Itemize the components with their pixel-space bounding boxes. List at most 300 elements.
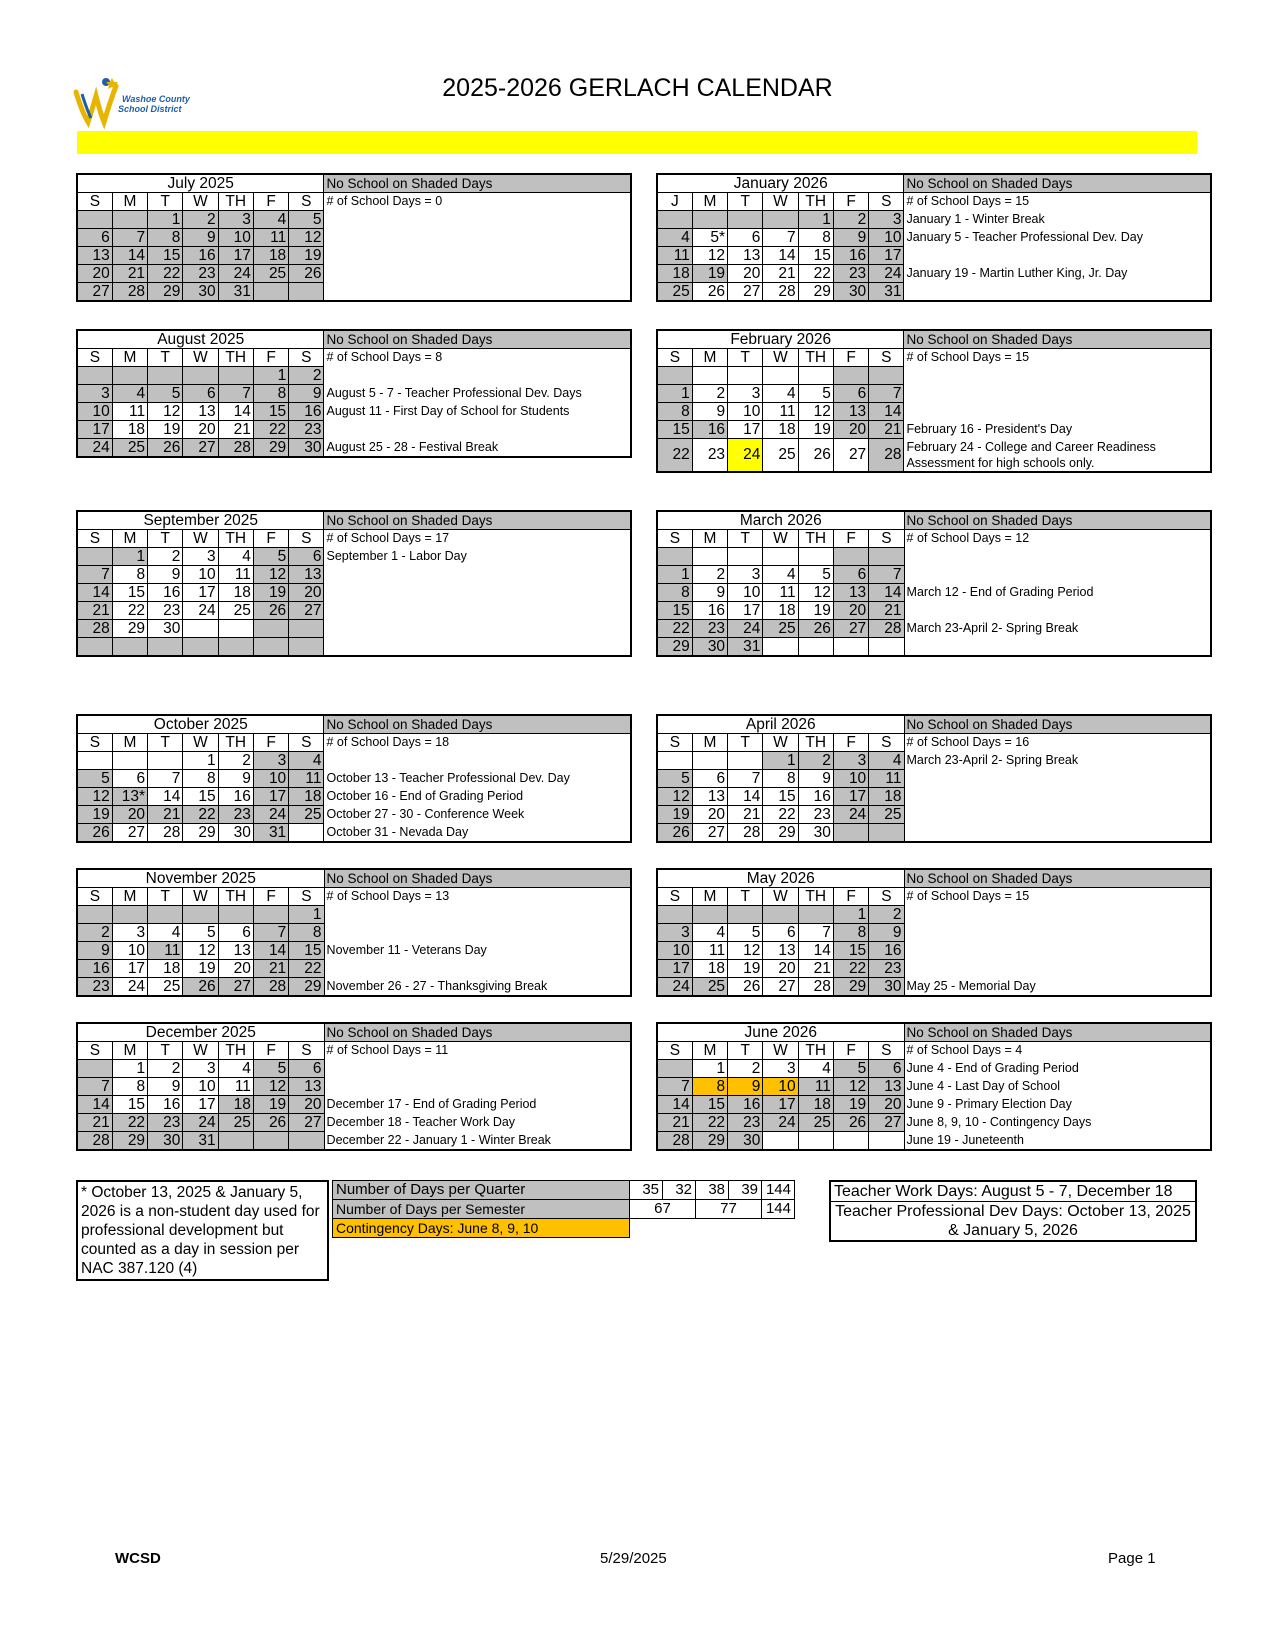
day-cell: 3 bbox=[657, 924, 692, 942]
school-days-count: # of School Days = 11 bbox=[324, 1042, 631, 1060]
day-cell: 18 bbox=[798, 1096, 833, 1114]
day-cell: 22 bbox=[833, 960, 868, 978]
calendar-note bbox=[324, 584, 631, 602]
day-header: M bbox=[692, 530, 727, 548]
day-cell: 3 bbox=[183, 548, 218, 566]
day-cell: 27 bbox=[218, 978, 253, 997]
day-header: F bbox=[833, 193, 868, 211]
day-header: TH bbox=[798, 349, 833, 367]
day-cell: 18 bbox=[218, 584, 253, 602]
day-cell: 25 bbox=[798, 1114, 833, 1132]
day-cell: 5 bbox=[798, 385, 833, 403]
day-cell: 10 bbox=[763, 1078, 798, 1096]
day-cell bbox=[218, 638, 253, 657]
day-cell: 24 bbox=[183, 602, 218, 620]
no-school-header: No School on Shaded Days bbox=[324, 869, 631, 888]
day-cell bbox=[798, 1132, 833, 1151]
day-cell: 22 bbox=[657, 620, 692, 638]
day-cell: 6 bbox=[692, 770, 727, 788]
no-school-header: No School on Shaded Days bbox=[904, 330, 1211, 349]
day-cell: 13 bbox=[77, 247, 112, 265]
day-cell: 4 bbox=[692, 924, 727, 942]
day-header: S bbox=[869, 349, 904, 367]
day-cell: 27 bbox=[289, 602, 324, 620]
month-name: July 2025 bbox=[77, 174, 324, 193]
school-days-count: # of School Days = 15 bbox=[904, 193, 1211, 211]
day-cell: 28 bbox=[798, 978, 833, 997]
day-header: W bbox=[183, 349, 218, 367]
day-cell: 25 bbox=[218, 1114, 253, 1132]
day-cell: 5 bbox=[657, 770, 692, 788]
day-cell: 1 bbox=[798, 211, 833, 229]
calendar-note bbox=[324, 906, 631, 924]
calendar-note bbox=[324, 752, 631, 770]
day-cell bbox=[77, 638, 112, 657]
day-cell: 14 bbox=[798, 942, 833, 960]
month-table bbox=[656, 329, 1212, 473]
calendar-note: January 1 - Winter Break bbox=[904, 211, 1211, 229]
day-cell: 10 bbox=[657, 942, 692, 960]
day-cell: 13* bbox=[112, 788, 147, 806]
day-cell: 26 bbox=[77, 824, 112, 843]
month-november-2025 bbox=[76, 868, 632, 997]
day-cell bbox=[798, 548, 833, 566]
day-cell: 28 bbox=[869, 620, 904, 638]
day-cell: 23 bbox=[77, 978, 112, 997]
day-cell: 26 bbox=[728, 978, 763, 997]
day-cell bbox=[657, 906, 692, 924]
day-cell: 26 bbox=[833, 1114, 868, 1132]
day-cell: 7 bbox=[112, 229, 147, 247]
day-cell: 29 bbox=[798, 283, 833, 302]
day-cell: 25 bbox=[148, 978, 183, 997]
day-cell bbox=[148, 367, 183, 385]
day-cell: 11 bbox=[112, 403, 147, 421]
day-cell: 11 bbox=[218, 566, 253, 584]
day-cell: 11 bbox=[763, 584, 798, 602]
day-cell bbox=[692, 752, 727, 770]
day-cell: 17 bbox=[869, 247, 904, 265]
day-header: TH bbox=[218, 734, 253, 752]
day-header: M bbox=[692, 193, 727, 211]
day-cell: 5 bbox=[253, 548, 288, 566]
day-header: W bbox=[183, 1042, 218, 1060]
day-cell: 5 bbox=[289, 211, 324, 229]
day-cell: 4 bbox=[657, 229, 692, 247]
day-header: F bbox=[253, 888, 288, 906]
day-header: S bbox=[657, 349, 692, 367]
day-cell: 14 bbox=[218, 403, 253, 421]
day-cell: 18 bbox=[112, 421, 147, 439]
day-cell: 4 bbox=[112, 385, 147, 403]
day-cell: 4 bbox=[218, 548, 253, 566]
day-cell: 13 bbox=[869, 1078, 904, 1096]
day-cell: 29 bbox=[253, 439, 288, 458]
day-cell: 20 bbox=[77, 265, 112, 283]
day-cell: 17 bbox=[183, 584, 218, 602]
calendar-note: November 26 - 27 - Thanksgiving Break bbox=[324, 978, 631, 997]
school-days-count: # of School Days = 8 bbox=[324, 349, 631, 367]
day-cell: 11 bbox=[218, 1078, 253, 1096]
day-cell: 18 bbox=[763, 421, 798, 439]
day-header: TH bbox=[218, 1042, 253, 1060]
day-cell: 8 bbox=[253, 385, 288, 403]
day-header: F bbox=[253, 530, 288, 548]
day-cell: 14 bbox=[112, 247, 147, 265]
day-header: S bbox=[289, 530, 324, 548]
day-cell: 29 bbox=[833, 978, 868, 997]
day-cell: 25 bbox=[112, 439, 147, 458]
day-cell bbox=[833, 824, 868, 843]
school-days-count: # of School Days = 0 bbox=[324, 193, 631, 211]
calendar-note bbox=[324, 229, 631, 247]
no-school-header: No School on Shaded Days bbox=[324, 330, 631, 349]
day-cell: 6 bbox=[112, 770, 147, 788]
day-header: T bbox=[148, 349, 183, 367]
day-cell: 9 bbox=[289, 385, 324, 403]
calendar-note: June 4 - End of Grading Period bbox=[904, 1060, 1211, 1078]
day-header: T bbox=[728, 530, 763, 548]
calendar-note bbox=[324, 1060, 631, 1078]
day-cell: 2 bbox=[183, 211, 218, 229]
day-cell: 8 bbox=[833, 924, 868, 942]
day-header: TH bbox=[798, 1042, 833, 1060]
day-cell: 8 bbox=[148, 229, 183, 247]
day-cell: 27 bbox=[112, 824, 147, 843]
day-cell: 27 bbox=[77, 283, 112, 302]
day-cell: 27 bbox=[833, 620, 868, 638]
day-cell: 10 bbox=[728, 584, 763, 602]
day-cell: 26 bbox=[148, 439, 183, 458]
day-cell: 23 bbox=[148, 602, 183, 620]
day-cell: 7 bbox=[869, 566, 904, 584]
day-cell: 16 bbox=[148, 1096, 183, 1114]
day-header: TH bbox=[798, 734, 833, 752]
day-cell: 13 bbox=[833, 584, 868, 602]
yellow-banner bbox=[77, 131, 1197, 154]
day-cell: 6 bbox=[763, 924, 798, 942]
day-cell bbox=[869, 1132, 904, 1151]
day-cell: 1 bbox=[112, 548, 147, 566]
month-table bbox=[656, 868, 1212, 997]
school-days-count: # of School Days = 4 bbox=[904, 1042, 1211, 1060]
day-cell: 10 bbox=[833, 770, 868, 788]
day-header: F bbox=[253, 734, 288, 752]
day-cell: 7 bbox=[763, 229, 798, 247]
day-cell bbox=[728, 211, 763, 229]
day-cell: 20 bbox=[112, 806, 147, 824]
day-cell: 16 bbox=[692, 421, 727, 439]
day-cell: 16 bbox=[869, 942, 904, 960]
day-cell: 28 bbox=[218, 439, 253, 458]
month-name: February 2026 bbox=[657, 330, 904, 349]
day-cell: 24 bbox=[112, 978, 147, 997]
day-cell: 5 bbox=[798, 566, 833, 584]
day-header: F bbox=[833, 888, 868, 906]
day-header: W bbox=[763, 1042, 798, 1060]
day-cell: 5 bbox=[833, 1060, 868, 1078]
day-header: S bbox=[869, 888, 904, 906]
day-cell: 25 bbox=[253, 265, 288, 283]
day-cell bbox=[692, 906, 727, 924]
day-cell: 25 bbox=[692, 978, 727, 997]
day-header: S bbox=[77, 734, 112, 752]
day-cell bbox=[763, 367, 798, 385]
calendar-note bbox=[324, 265, 631, 283]
day-cell: 1 bbox=[833, 906, 868, 924]
day-cell: 26 bbox=[798, 620, 833, 638]
day-cell: 17 bbox=[657, 960, 692, 978]
day-cell: 12 bbox=[657, 788, 692, 806]
day-cell bbox=[869, 824, 904, 843]
day-cell bbox=[218, 620, 253, 638]
quarter-label: Number of Days per Quarter bbox=[333, 1181, 630, 1200]
day-cell: 19 bbox=[289, 247, 324, 265]
day-header: T bbox=[728, 734, 763, 752]
month-april-2026 bbox=[656, 714, 1212, 843]
svg-text:School District: School District bbox=[118, 104, 182, 114]
day-cell: 13 bbox=[763, 942, 798, 960]
calendar-note: February 24 - College and Career Readiness Assessment for high schools only. bbox=[904, 439, 1211, 472]
calendar-note bbox=[904, 906, 1211, 924]
day-cell: 9 bbox=[833, 229, 868, 247]
day-header: T bbox=[148, 530, 183, 548]
day-cell: 17 bbox=[77, 421, 112, 439]
calendar-note: August 25 - 28 - Festival Break bbox=[324, 439, 631, 458]
school-days-count: # of School Days = 12 bbox=[904, 530, 1211, 548]
day-header: TH bbox=[798, 193, 833, 211]
day-cell: 20 bbox=[728, 265, 763, 283]
day-cell: 22 bbox=[253, 421, 288, 439]
day-cell: 15 bbox=[763, 788, 798, 806]
day-cell: 14 bbox=[253, 942, 288, 960]
calendar-note: June 9 - Primary Election Day bbox=[904, 1096, 1211, 1114]
day-cell: 22 bbox=[183, 806, 218, 824]
day-cell: 16 bbox=[289, 403, 324, 421]
day-cell: 8 bbox=[183, 770, 218, 788]
day-cell bbox=[183, 906, 218, 924]
day-header: S bbox=[289, 888, 324, 906]
day-cell: 11 bbox=[692, 942, 727, 960]
month-table bbox=[656, 173, 1212, 302]
day-cell: 6 bbox=[833, 566, 868, 584]
day-cell: 29 bbox=[112, 620, 147, 638]
day-cell: 23 bbox=[289, 421, 324, 439]
no-school-header: No School on Shaded Days bbox=[904, 715, 1211, 734]
day-cell: 10 bbox=[728, 403, 763, 421]
day-cell: 12 bbox=[798, 403, 833, 421]
day-cell: 18 bbox=[218, 1096, 253, 1114]
day-cell bbox=[763, 1132, 798, 1151]
day-cell: 27 bbox=[728, 283, 763, 302]
day-cell bbox=[289, 1132, 324, 1151]
calendar-note bbox=[324, 638, 631, 657]
month-table bbox=[656, 510, 1212, 657]
day-cell: 15 bbox=[112, 1096, 147, 1114]
day-cell: 28 bbox=[253, 978, 288, 997]
calendar-note bbox=[904, 247, 1211, 265]
calendar-note bbox=[904, 960, 1211, 978]
month-name: August 2025 bbox=[77, 330, 324, 349]
day-cell: 20 bbox=[218, 960, 253, 978]
day-cell bbox=[657, 1060, 692, 1078]
day-cell bbox=[833, 638, 868, 657]
day-cell: 1 bbox=[289, 906, 324, 924]
day-cell: 16 bbox=[148, 584, 183, 602]
day-cell bbox=[183, 620, 218, 638]
day-cell bbox=[112, 906, 147, 924]
day-header: TH bbox=[218, 193, 253, 211]
day-cell: 7 bbox=[253, 924, 288, 942]
day-cell: 21 bbox=[77, 1114, 112, 1132]
month-name: January 2026 bbox=[657, 174, 904, 193]
calendar-note bbox=[324, 211, 631, 229]
day-header: F bbox=[253, 1042, 288, 1060]
school-days-count: # of School Days = 18 bbox=[324, 734, 631, 752]
calendar-note: December 18 - Teacher Work Day bbox=[324, 1114, 631, 1132]
day-cell bbox=[218, 906, 253, 924]
day-cell: 23 bbox=[183, 265, 218, 283]
day-cell: 30 bbox=[728, 1132, 763, 1151]
day-cell: 28 bbox=[148, 824, 183, 843]
day-cell: 11 bbox=[763, 403, 798, 421]
day-cell: 1 bbox=[148, 211, 183, 229]
calendar-note bbox=[904, 385, 1211, 403]
day-header: W bbox=[763, 349, 798, 367]
day-cell: 12 bbox=[798, 584, 833, 602]
day-cell: 2 bbox=[692, 385, 727, 403]
day-cell: 9 bbox=[218, 770, 253, 788]
day-header: M bbox=[692, 734, 727, 752]
day-cell: 5 bbox=[148, 385, 183, 403]
day-cell: 13 bbox=[183, 403, 218, 421]
day-header: S bbox=[77, 349, 112, 367]
day-cell: 9 bbox=[77, 942, 112, 960]
day-cell: 24 bbox=[77, 439, 112, 458]
day-header: S bbox=[869, 530, 904, 548]
calendar-note: March 12 - End of Grading Period bbox=[904, 584, 1211, 602]
calendar-note: December 17 - End of Grading Period bbox=[324, 1096, 631, 1114]
day-cell: 29 bbox=[763, 824, 798, 843]
day-cell: 5 bbox=[183, 924, 218, 942]
day-cell: 11 bbox=[289, 770, 324, 788]
day-header: S bbox=[657, 888, 692, 906]
day-header: F bbox=[833, 1042, 868, 1060]
day-cell: 30 bbox=[869, 978, 904, 997]
day-header: M bbox=[112, 1042, 147, 1060]
day-cell: 19 bbox=[798, 602, 833, 620]
day-header: S bbox=[77, 888, 112, 906]
day-header: W bbox=[183, 888, 218, 906]
calendar-note bbox=[904, 770, 1211, 788]
day-cell: 30 bbox=[183, 283, 218, 302]
day-cell: 14 bbox=[763, 247, 798, 265]
day-cell bbox=[77, 367, 112, 385]
day-cell: 2 bbox=[869, 906, 904, 924]
day-cell: 27 bbox=[833, 439, 868, 472]
day-cell bbox=[253, 906, 288, 924]
quarter-row bbox=[333, 1181, 795, 1200]
day-cell: 23 bbox=[148, 1114, 183, 1132]
month-table bbox=[76, 173, 632, 302]
day-cell: 8 bbox=[763, 770, 798, 788]
no-school-header: No School on Shaded Days bbox=[324, 715, 631, 734]
day-cell: 21 bbox=[728, 806, 763, 824]
day-cell: 30 bbox=[692, 638, 727, 657]
day-cell bbox=[77, 906, 112, 924]
day-cell: 25 bbox=[763, 620, 798, 638]
day-cell: 15 bbox=[798, 247, 833, 265]
day-cell bbox=[657, 367, 692, 385]
calendar-note: January 19 - Martin Luther King, Jr. Day bbox=[904, 265, 1211, 283]
day-header: M bbox=[112, 193, 147, 211]
day-cell bbox=[869, 638, 904, 657]
semester-total: 144 bbox=[762, 1200, 795, 1219]
day-cell: 1 bbox=[692, 1060, 727, 1078]
calendar-note: December 22 - January 1 - Winter Break bbox=[324, 1132, 631, 1151]
day-cell: 17 bbox=[218, 247, 253, 265]
day-cell: 21 bbox=[253, 960, 288, 978]
day-cell bbox=[183, 367, 218, 385]
day-cell: 12 bbox=[289, 229, 324, 247]
day-cell: 31 bbox=[728, 638, 763, 657]
day-cell: 6 bbox=[728, 229, 763, 247]
day-cell: 2 bbox=[77, 924, 112, 942]
month-july-2025 bbox=[76, 173, 632, 302]
day-cell bbox=[218, 1132, 253, 1151]
day-cell: 7 bbox=[77, 1078, 112, 1096]
day-cell: 22 bbox=[148, 265, 183, 283]
day-cell: 7 bbox=[657, 1078, 692, 1096]
day-header: F bbox=[253, 349, 288, 367]
day-cell bbox=[148, 906, 183, 924]
day-cell: 29 bbox=[148, 283, 183, 302]
day-header: T bbox=[728, 888, 763, 906]
day-cell: 23 bbox=[728, 1114, 763, 1132]
day-cell: 22 bbox=[763, 806, 798, 824]
calendar-note: August 11 - First Day of School for Students bbox=[324, 403, 631, 421]
day-cell bbox=[869, 367, 904, 385]
calendar-note: June 19 - Juneteenth bbox=[904, 1132, 1211, 1151]
day-cell: 9 bbox=[692, 584, 727, 602]
day-header: S bbox=[869, 1042, 904, 1060]
month-march-2026 bbox=[656, 510, 1212, 657]
day-cell: 17 bbox=[763, 1096, 798, 1114]
day-cell: 24 bbox=[728, 439, 763, 472]
calendar-note bbox=[904, 638, 1211, 657]
day-cell: 25 bbox=[763, 439, 798, 472]
day-cell bbox=[112, 367, 147, 385]
day-cell: 5 bbox=[728, 924, 763, 942]
day-cell: 24 bbox=[253, 806, 288, 824]
day-cell: 2 bbox=[728, 1060, 763, 1078]
day-cell: 21 bbox=[763, 265, 798, 283]
day-cell: 3 bbox=[218, 211, 253, 229]
day-cell: 12 bbox=[833, 1078, 868, 1096]
day-cell: 29 bbox=[692, 1132, 727, 1151]
day-cell bbox=[692, 367, 727, 385]
day-header: F bbox=[253, 193, 288, 211]
day-cell: 4 bbox=[253, 211, 288, 229]
day-cell bbox=[798, 906, 833, 924]
month-january-2026 bbox=[656, 173, 1212, 302]
day-cell: 25 bbox=[657, 283, 692, 302]
school-days-count: # of School Days = 15 bbox=[904, 349, 1211, 367]
month-name: September 2025 bbox=[77, 511, 324, 530]
day-cell: 24 bbox=[869, 265, 904, 283]
day-cell: 26 bbox=[253, 1114, 288, 1132]
day-cell: 14 bbox=[657, 1096, 692, 1114]
